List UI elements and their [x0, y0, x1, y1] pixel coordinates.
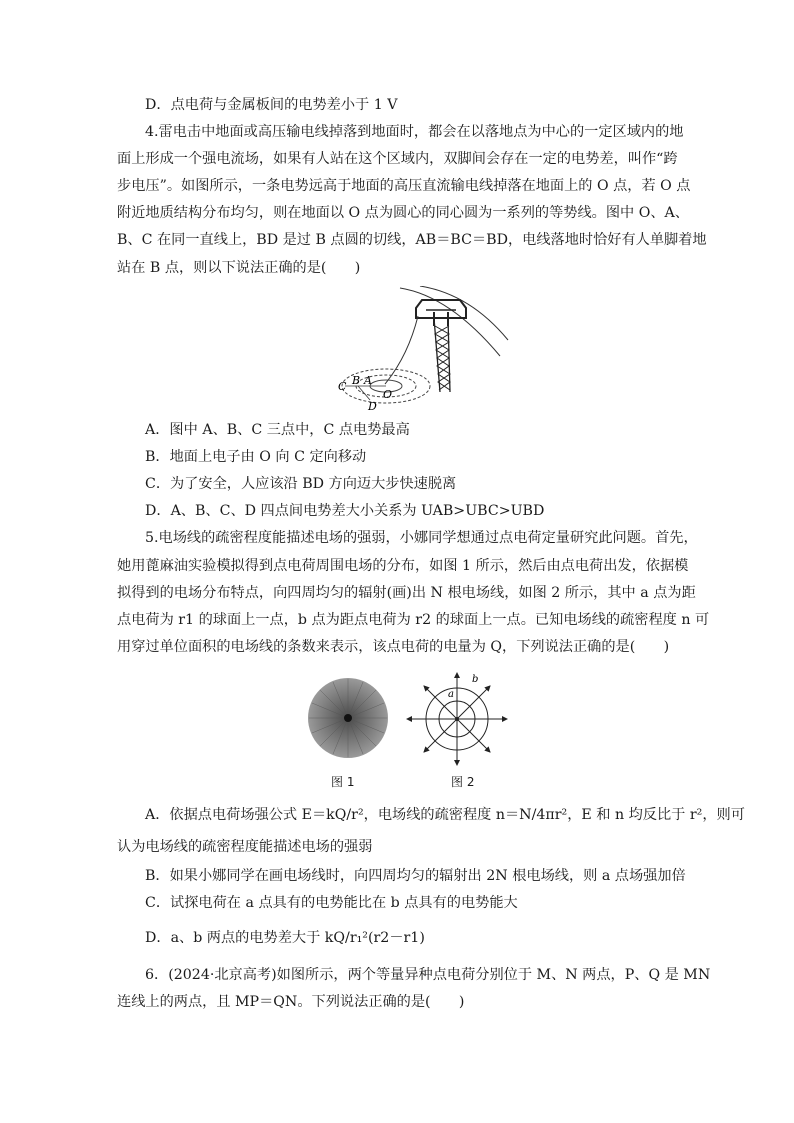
label-a: A [364, 374, 372, 387]
q4-option-a: A．图中 A、B、C 三点中，C 点电势最高 [145, 422, 410, 438]
q5-stem-line-5: 用穿过单位面积的电场线的条数来表示，该点电荷的电量为 Q，下列说法正确的是( ) [117, 639, 670, 655]
label-b: B [352, 374, 361, 387]
q5-option-a-line-2: 认为电场线的疏密程度能描述电场的强弱 [117, 839, 373, 855]
q4-stem-line-6: 站在 B 点，则以下说法正确的是( ) [117, 260, 361, 276]
q3-option-d: D．点电荷与金属板间的电势差小于 1 V [145, 97, 398, 113]
label-o: O [383, 388, 393, 401]
q4-stem-line-3: 步电压”。如图所示，一条电势远高于地面的高压直流输电线掉落在地面上的 O 点，若 O 点 [117, 178, 691, 194]
q5-option-c: C．试探电荷在 a 点具有的电势能比在 b 点具有的电势能大 [145, 895, 518, 911]
q5-stem-line-2: 她用蓖麻油实验模拟得到点电荷周围电场的分布，如图 1 所示，然后由点电荷出发，依据模 [117, 558, 689, 574]
fig2-label-b: b [472, 674, 479, 685]
q4-option-c: C．为了安全，人应该沿 BD 方向迈大步快速脱离 [145, 476, 457, 492]
q4-stem-line-4: 附近地质结构分布均匀，则在地面以 O 点为圆心的同心圆为一系列的等势线。图中 O、A、 [117, 205, 689, 221]
q6-stem-line-2: 连线上的两点，且 MP＝QN。下列说法正确的是( ) [117, 994, 465, 1010]
q5-figure-1-caption: 图 1 [331, 775, 355, 789]
q4-stem-line-1: 4.雷电击中地面或高压输电线掉落到地面时，都会在以落地点为中心的一定区域内的地 [145, 124, 684, 140]
q5-option-b: B．如果小娜同学在画电场线时，向四周均匀的辐射出 2N 根电场线，则 a 点场强加倍 [145, 868, 686, 884]
q5-figure-2-field-lines [404, 670, 510, 768]
q4-stem-line-2: 面上形成一个强电流场，如果有人站在这个区域内，双脚间会存在一定的电势差，叫作“跨 [117, 151, 678, 167]
q4-option-d: D．A、B、C、D 四点间电势差大小关系为 UAB>UBC>UBD [145, 503, 545, 519]
q5-stem-line-3: 拟得到的电场分布特点，向四周均匀的辐射(画)出 N 根电场线，如图 2 所示，其中 a 点为距 [117, 585, 696, 601]
label-c: C [338, 380, 347, 393]
q6-stem-line-1: 6．(2024·北京高考)如图所示，两个等量异种点电荷分别位于 M、N 两点，P、Q 是 MN [145, 967, 711, 983]
q5-option-a-line-1: A．依据点电荷场强公式 E＝kQ/r²，电场线的疏密程度 n＝N/4πr²，E 和 n 均反比于 r²，则可 [145, 807, 745, 823]
q5-figure-2-caption: 图 2 [451, 775, 475, 789]
q4-stem-line-5: B、C 在同一直线上，BD 是过 B 点圆的切线，AB＝BC＝BD，电线落地时恰好有人单脚着地 [117, 232, 707, 248]
fig2-label-a: a [448, 689, 454, 700]
q5-stem-line-1: 5.电场线的疏密程度能描述电场的强弱，小娜同学想通过点电荷定量研究此问题。首先， [145, 530, 698, 546]
label-d: D [368, 400, 377, 413]
q5-figure-1-oil-photo [306, 676, 390, 760]
q5-stem-line-4: 点电荷为 r1 的球面上一点，b 点为距点电荷为 r2 的球面上一点。已知电场线的疏密程度 n 可 [117, 612, 710, 628]
q4-option-b: B．地面上电子由 O 向 C 定向移动 [145, 449, 367, 465]
q4-figure-tower-wire [330, 286, 510, 414]
q5-option-d: D．a、b 两点的电势差大于 kQ/r₁²(r2－r1) [145, 930, 425, 946]
